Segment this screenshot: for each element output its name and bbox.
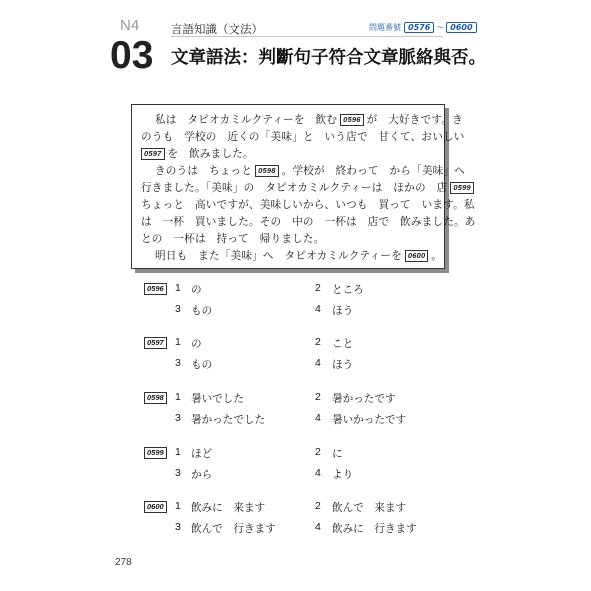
level-label: N4 xyxy=(120,17,140,34)
option-text[interactable]: 暑いでした xyxy=(191,393,244,405)
option-text[interactable]: ほど xyxy=(191,448,213,460)
passage-line: ちょっと 高いですが、美味しいから、いつも 買って います。私 xyxy=(141,199,475,211)
option-row xyxy=(144,391,444,412)
option-text[interactable]: こと xyxy=(332,338,354,350)
option-text[interactable]: の xyxy=(191,284,202,296)
option-row xyxy=(144,500,444,521)
blank-marker: 0598 xyxy=(255,165,279,177)
question-block xyxy=(144,500,444,542)
option-text[interactable]: ところ xyxy=(332,284,364,296)
option-row xyxy=(144,412,444,433)
option-number: 1 xyxy=(175,336,181,348)
question-number: 0599 xyxy=(144,447,167,459)
option-number: 1 xyxy=(175,282,181,294)
question-number: 0600 xyxy=(144,501,167,513)
page-number: 278 xyxy=(115,557,132,568)
blank-marker: 0599 xyxy=(450,182,474,194)
option-row xyxy=(144,467,444,488)
option-text[interactable]: ほう xyxy=(332,359,354,371)
option-text[interactable]: から xyxy=(191,469,213,481)
page-title: 文章語法：判斷句子符合文章脈絡與否。 xyxy=(171,48,486,68)
option-number: 1 xyxy=(175,500,181,512)
option-text[interactable]: 飲みに 来ます xyxy=(191,502,266,514)
option-row xyxy=(144,357,444,378)
question-block xyxy=(144,391,444,433)
option-number: 2 xyxy=(315,336,321,348)
option-number: 4 xyxy=(315,467,321,479)
question-block xyxy=(144,282,444,324)
question-number: 0597 xyxy=(144,337,167,349)
option-number: 4 xyxy=(315,357,321,369)
passage-line: きのうは ちょっと 0598 。学校が 終わって から「美味」へ xyxy=(155,165,466,177)
passage-line: 行きました。「美味」の タピオカミルクティーは ほかの 店 0599 xyxy=(141,180,436,197)
option-text[interactable]: 飲みに 行きます xyxy=(332,523,417,535)
option-text[interactable]: 暑かったでした xyxy=(191,414,266,426)
option-number: 2 xyxy=(315,446,321,458)
passage-line: 明日も また「美味」へ タピオカミルクティーを 0600 。 xyxy=(155,250,443,262)
option-row xyxy=(144,303,444,324)
option-row xyxy=(144,336,444,357)
option-text[interactable]: の xyxy=(191,338,202,350)
question-start: 0576 xyxy=(404,22,434,33)
option-number: 2 xyxy=(315,391,321,403)
option-text[interactable]: もの xyxy=(191,305,213,317)
blank-marker: 0600 xyxy=(405,250,429,262)
option-number: 4 xyxy=(315,412,321,424)
chapter-number: 03 xyxy=(110,34,154,77)
question-number: 0598 xyxy=(144,392,167,404)
option-number: 3 xyxy=(175,412,181,424)
option-number: 2 xyxy=(315,282,321,294)
question-range-separator: ～ xyxy=(436,23,445,32)
option-number: 4 xyxy=(315,521,321,533)
passage-line: 私は タピオカミルクティーを 飲む 0596 が 大好きです。き xyxy=(155,114,463,126)
option-number: 1 xyxy=(175,446,181,458)
question-number: 0596 xyxy=(144,283,167,295)
section-title: 言語知識（文法） xyxy=(171,22,263,36)
page-header xyxy=(0,0,591,90)
option-number: 3 xyxy=(175,467,181,479)
header-divider xyxy=(171,36,443,37)
option-text[interactable]: 飲んで 来ます xyxy=(332,502,407,514)
question-range xyxy=(369,22,477,33)
reading-passage xyxy=(131,104,476,269)
option-number: 4 xyxy=(315,303,321,315)
option-text[interactable]: に xyxy=(332,448,343,460)
option-text[interactable]: ほう xyxy=(332,305,354,317)
option-text[interactable]: 飲んで 行きます xyxy=(191,523,276,535)
option-row xyxy=(144,446,444,467)
option-number: 3 xyxy=(175,357,181,369)
question-range-label: 問題番號 xyxy=(369,23,401,32)
option-text[interactable]: 暑かったです xyxy=(332,393,396,405)
blank-marker: 0596 xyxy=(340,114,364,126)
option-row xyxy=(144,521,444,542)
option-number: 1 xyxy=(175,391,181,403)
question-end: 0600 xyxy=(446,22,476,33)
passage-line: は 一杯 買いました。その 中の 一杯は 店で 飲みました。あ xyxy=(141,216,476,228)
passage-line: との 一杯は 持って 帰りました。 xyxy=(141,233,325,245)
option-text[interactable]: 暑いかったです xyxy=(332,414,407,426)
passage-line: のうも 学校の 近くの「美味」と いう店で 甘くて、おいしい xyxy=(141,131,465,143)
question-block xyxy=(144,336,444,378)
option-number: 3 xyxy=(175,521,181,533)
blank-marker: 0597 xyxy=(141,148,165,160)
option-text[interactable]: もの xyxy=(191,359,213,371)
option-text[interactable]: より xyxy=(332,469,354,481)
passage-line: 0597 を 飲みました。 xyxy=(141,146,436,163)
option-number: 3 xyxy=(175,303,181,315)
option-number: 2 xyxy=(315,500,321,512)
option-row xyxy=(144,282,444,303)
question-block xyxy=(144,446,444,488)
